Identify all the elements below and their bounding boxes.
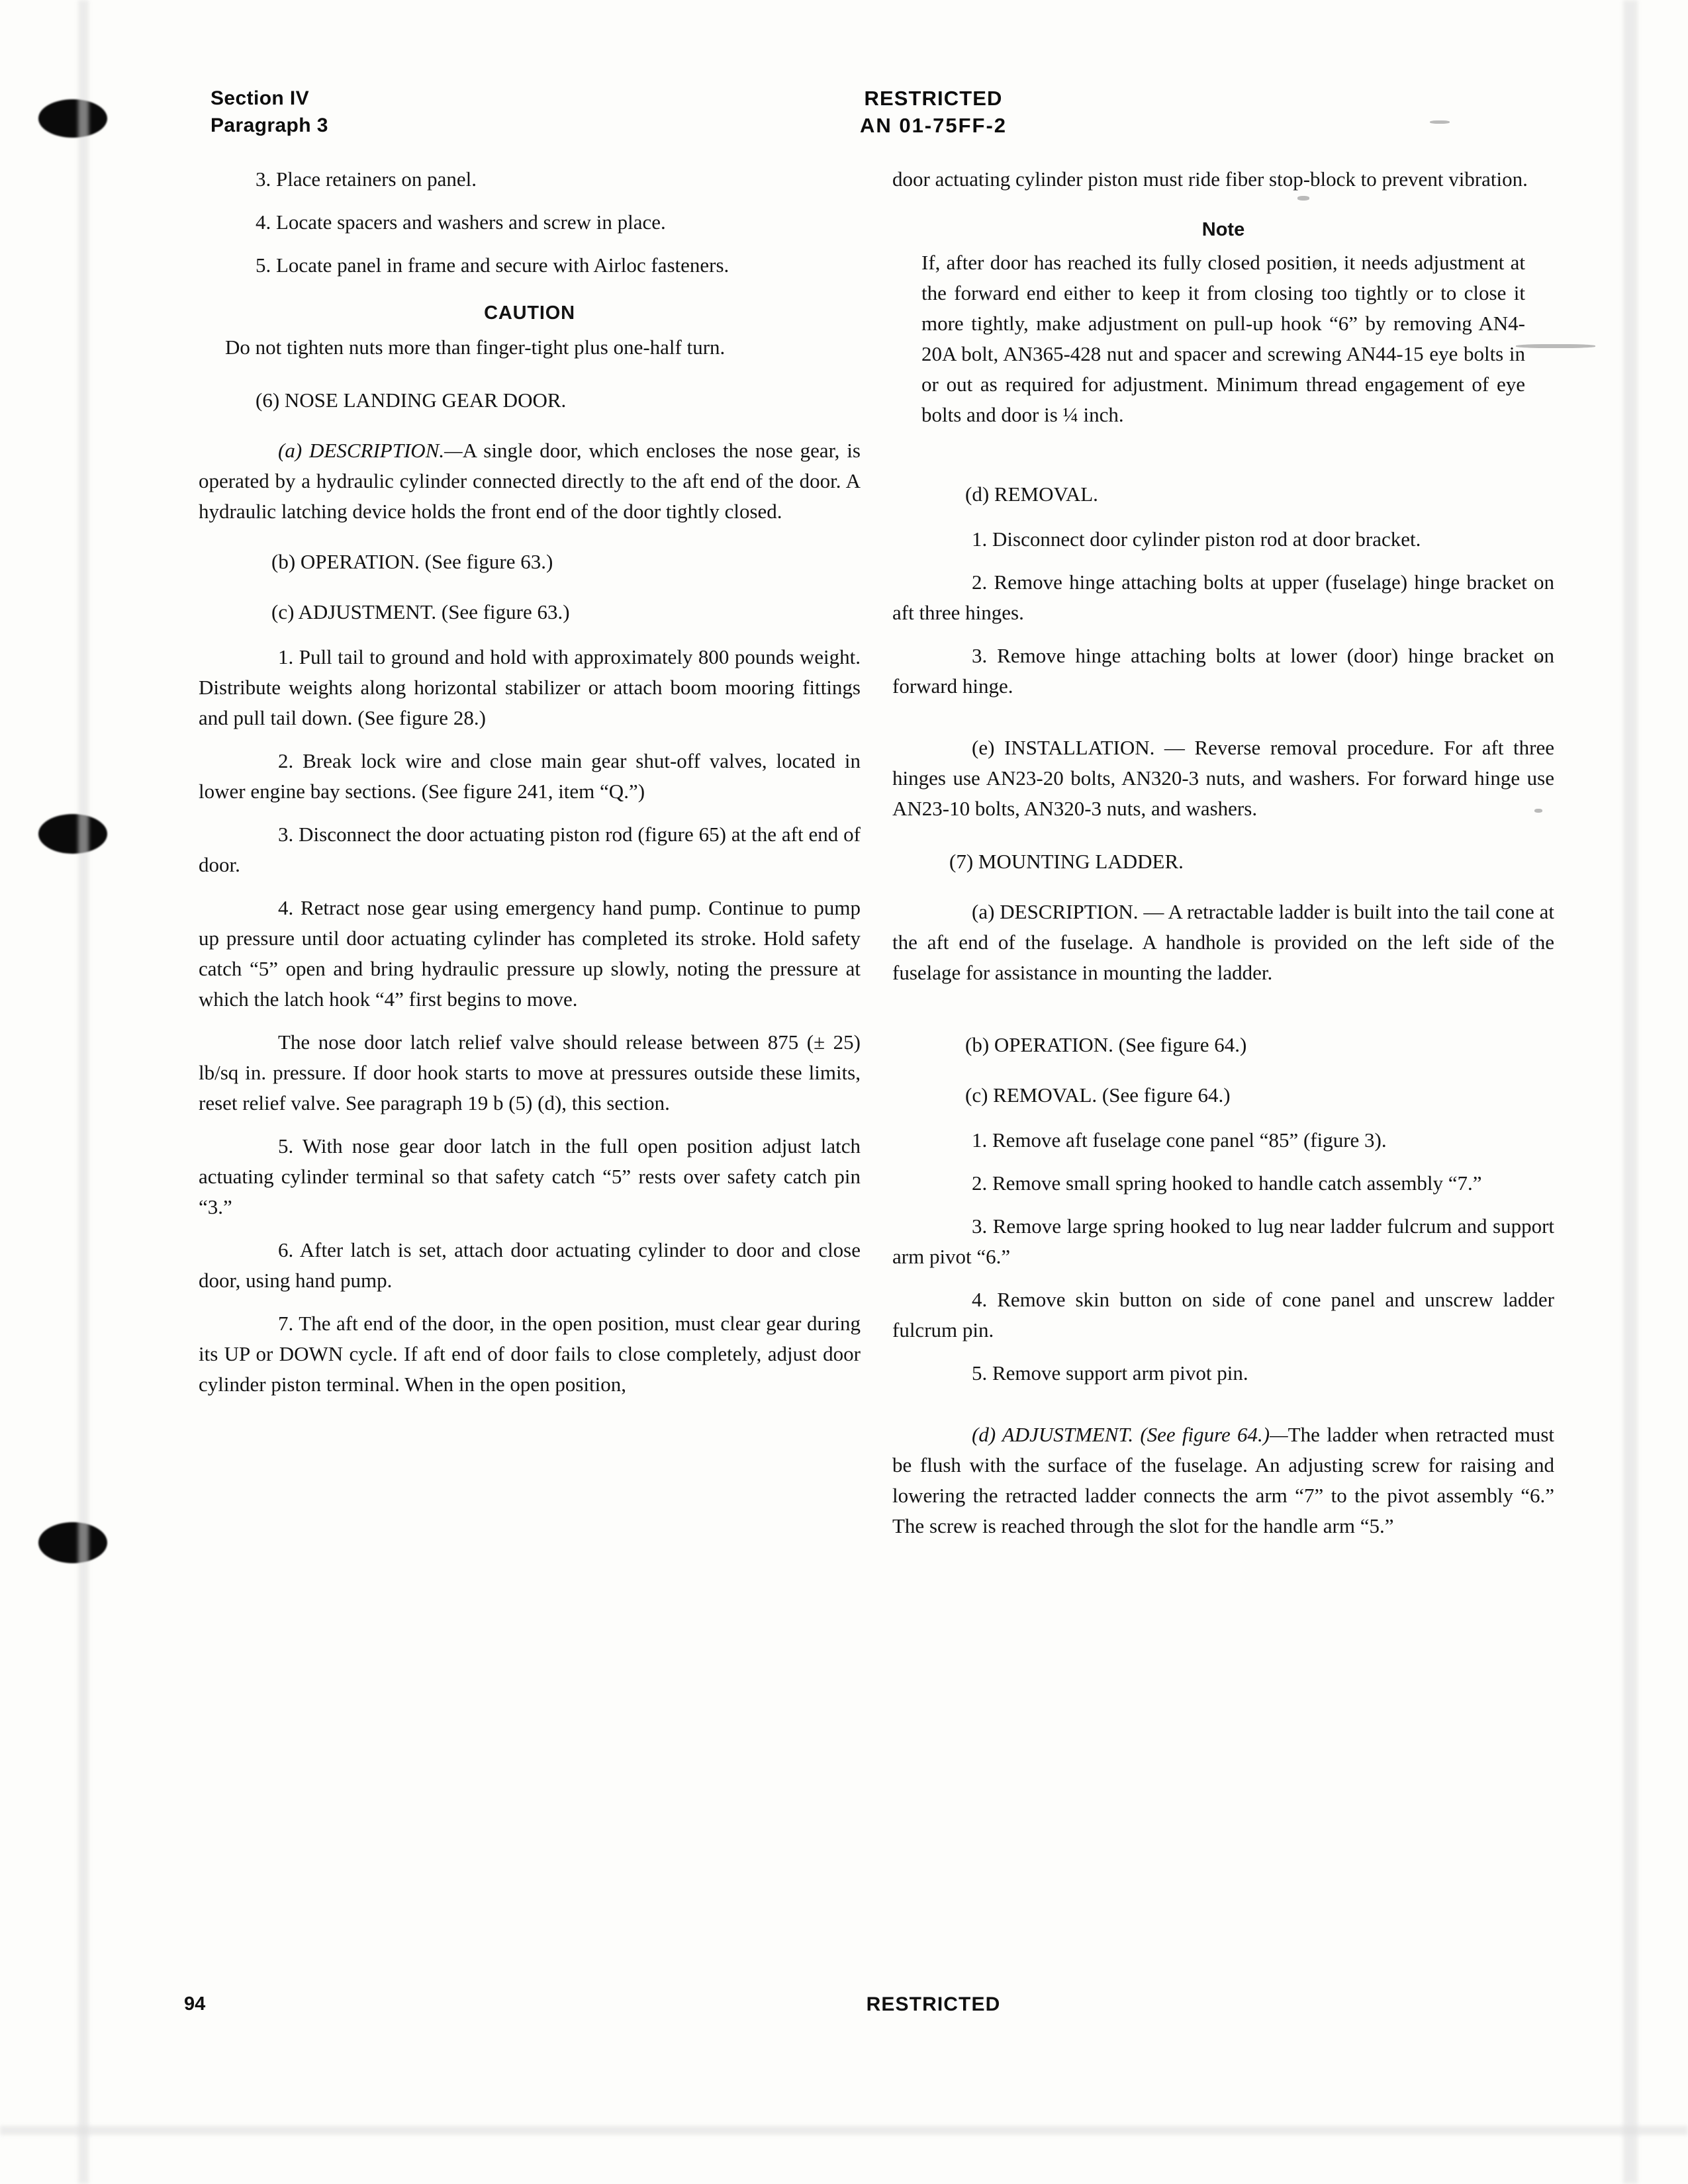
left-text-column xyxy=(199,164,861,1412)
ladder-description-body: A retractable ladder is built into the tail cone at the aft end of the fuselage. A handhole is provided on the left side of the fuselage for assistance in mounting the ladder. xyxy=(892,900,1554,984)
ladder-removal-heading: (c) REMOVAL. (See figure 64.) xyxy=(965,1083,1231,1107)
paragraph-label: Paragraph 3 xyxy=(211,114,328,136)
note-heading: Note xyxy=(1201,219,1245,240)
list-item: 2. Break lock wire and close main gear shut-off valves, located in lower engine bay sections. (See figure 241, item “Q.”) xyxy=(199,749,861,803)
right-text-column xyxy=(892,164,1554,1554)
list-item: 3. Disconnect the door actuating piston rod (figure 65) at the aft end of door. xyxy=(199,823,861,876)
installation-paragraph xyxy=(892,733,1554,824)
installation-body: Reverse removal procedure. For aft three hinges use AN23-20 bolts, AN320-3 nuts, and washers. For forward hinge use AN23-10 bolts, AN320-3 nuts, and washers. xyxy=(892,736,1554,820)
list-item: 6. After latch is set, attach door actuating cylinder to door and close door, using hand pump. xyxy=(199,1238,861,1292)
removal-heading: (d) REMOVAL. xyxy=(965,482,1098,506)
list-item: 4. Remove skin button on side of cone panel and unscrew ladder fulcrum pin. xyxy=(892,1288,1554,1342)
note-body: If, after door has reached its fully closed position, it needs adjustment at the forward end either to keep it from closing too tightly or to close it more tightly, make adjustment on pull-up hook “6” by removing AN4-20A bolt, AN365-428 nut and spacer and screwing AN44-15 eye bolts in or out as required for adjustment. Minimum thread engagement of eye bolts and door is ¼ inch. xyxy=(921,251,1525,426)
ladder-adjustment-label: (d) ADJUSTMENT. (See figure 64.)— xyxy=(972,1423,1288,1446)
list-item: 4. Retract nose gear using emergency hand pump. Continue to pump up pressure until door actuating cylinder has completed its stroke. Hold safety catch “5” open and bring hydraulic pressure up slowly, noting the pressure at which the latch hook “4” first begins to move. xyxy=(199,896,861,1011)
operation-heading: (b) OPERATION. (See figure 63.) xyxy=(271,550,553,573)
list-item: 1. Disconnect door cylinder piston rod at door bracket. xyxy=(972,527,1421,551)
caution-body: Do not tighten nuts more than finger-tight plus one-half turn. xyxy=(225,336,726,359)
description-body: A single door, which encloses the nose gear, is operated by a hydraulic cylinder connected directly to the aft end of the door. A hydraulic latching device holds the front end of the door tightly closed. xyxy=(199,439,861,523)
binding-punch-mark-1 xyxy=(38,99,107,138)
list-item: 7. The aft end of the door, in the open position, must clear gear during its UP or DOWN cycle. If aft end of door fails to close completely, adjust door cylinder piston terminal. When in the open position, xyxy=(199,1312,861,1396)
publication-number: AN 01-75FF-2 xyxy=(859,114,1008,137)
relief-valve-paragraph: The nose door latch relief valve should release between 875 (± 25) lb/sq in. pressure. If door hook starts to move at pressures outside these limits, reset relief valve. See paragraph 19 b (5) (d), this section. xyxy=(199,1030,861,1115)
classification-header: RESTRICTED xyxy=(864,87,1003,110)
footer-classification: RESTRICTED xyxy=(866,1993,1001,2015)
binding-punch-mark-3 xyxy=(38,1522,107,1563)
section-6-heading: (6) NOSE LANDING GEAR DOOR. xyxy=(256,388,567,412)
description-label: (a) DESCRIPTION.— xyxy=(278,439,463,462)
scan-speck xyxy=(1430,120,1450,124)
list-item: 3. Remove large spring hooked to lug near ladder fulcrum and support arm pivot “6.” xyxy=(892,1214,1554,1268)
running-head-left xyxy=(211,85,328,139)
list-item: 3. Remove hinge attaching bolts at lower (door) hinge bracket on forward hinge. xyxy=(892,644,1554,698)
list-item: 5. Locate panel in frame and secure with Airloc fasteners. xyxy=(256,253,729,277)
ladder-description-label: (a) DESCRIPTION. — xyxy=(972,900,1168,923)
list-item: 2. Remove hinge attaching bolts at upper (fuselage) hinge bracket on aft three hinges. xyxy=(892,570,1554,624)
list-item: 5. Remove support arm pivot pin. xyxy=(972,1361,1248,1385)
ladder-adjustment-paragraph xyxy=(892,1420,1554,1541)
list-item: 1. Remove aft fuselage cone panel “85” (figure 3). xyxy=(972,1128,1387,1152)
list-item: 1. Pull tail to ground and hold with approximately 800 pounds weight. Distribute weights along horizontal stabilizer or attach boom mooring fittings and pull tail down. (See figure 28.) xyxy=(199,645,861,729)
page-edge-shadow-left xyxy=(78,0,89,2184)
carryover-paragraph: door actuating cylinder piston must ride fiber stop-block to prevent vibration. xyxy=(892,167,1528,191)
list-item: 4. Locate spacers and washers and screw in place. xyxy=(256,210,666,234)
description-paragraph xyxy=(199,435,861,527)
adjustment-heading: (c) ADJUSTMENT. (See figure 63.) xyxy=(271,600,570,623)
section-7-heading: (7) MOUNTING LADDER. xyxy=(949,850,1184,873)
list-item: 2. Remove small spring hooked to handle catch assembly “7.” xyxy=(972,1171,1482,1195)
running-head-center xyxy=(722,85,1145,139)
ladder-operation-heading: (b) OPERATION. (See figure 64.) xyxy=(965,1033,1247,1056)
ladder-adjustment-body: The ladder when retracted must be flush with the surface of the fuselage. An adjusting screw for raising and lowering the retracted ladder connects the arm “7” to the pivot assembly “6.” The screw is reached through the slot for the handle arm “5.” xyxy=(892,1423,1554,1537)
page-edge-shadow-bottom xyxy=(0,2126,1688,2135)
list-item: 5. With nose gear door latch in the full open position adjust latch actuating cylinder terminal so that safety catch “5” rests over safety catch pin “3.” xyxy=(199,1134,861,1218)
page-edge-shadow-right xyxy=(1623,0,1638,2184)
installation-label: (e) INSTALLATION. — xyxy=(972,736,1195,759)
ladder-description-paragraph xyxy=(892,897,1554,988)
page-number: 94 xyxy=(184,1993,206,2015)
caution-heading: CAUTION xyxy=(484,302,575,324)
binding-punch-mark-2 xyxy=(38,814,107,854)
list-item: 3. Place retainers on panel. xyxy=(256,167,477,191)
section-label: Section IV xyxy=(211,87,310,109)
